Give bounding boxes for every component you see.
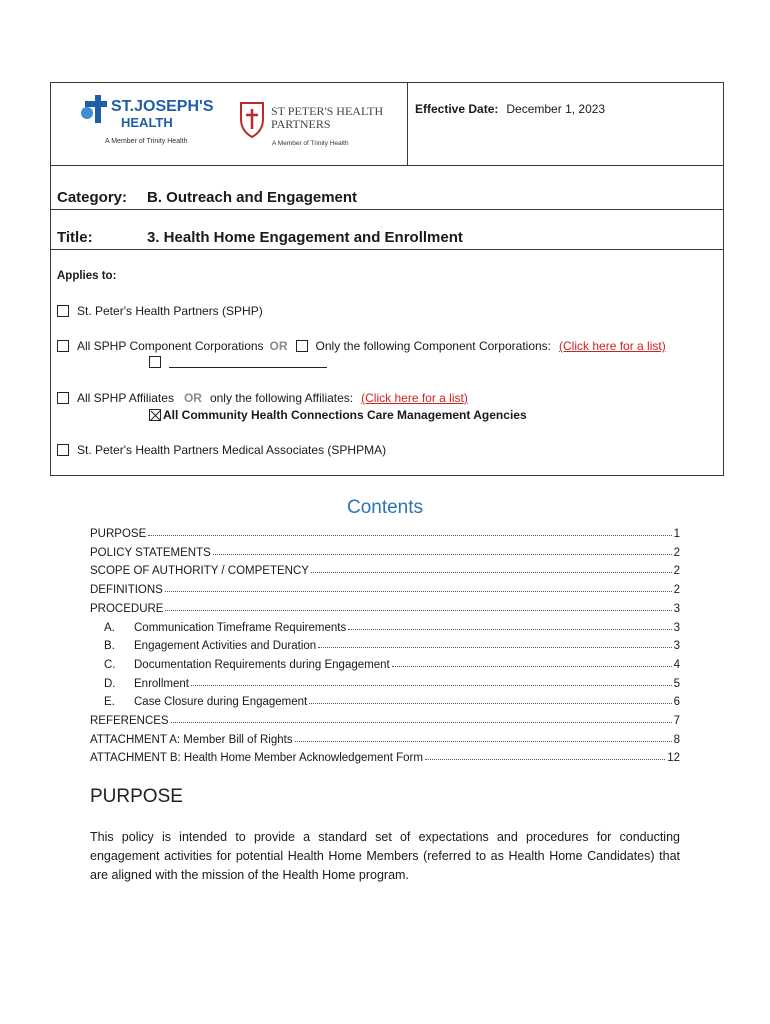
toc-leader <box>309 702 671 704</box>
logo-row-divider <box>407 83 408 165</box>
component-only-label: Only the following Component Corporations: <box>315 339 552 353</box>
toc-num: A. <box>104 621 115 634</box>
toc-leader <box>191 684 672 686</box>
toc-leader <box>148 534 671 536</box>
toc-leader <box>311 571 672 573</box>
toc-page: 5 <box>673 677 680 690</box>
st-peters-health-partners-logo <box>239 101 389 151</box>
effective-date-label: Effective Date: <box>415 102 499 116</box>
toc-page: 7 <box>673 715 680 727</box>
component-all-checkbox[interactable] <box>57 340 69 352</box>
toc-entry[interactable] <box>90 522 680 540</box>
sphpma-checkbox[interactable] <box>57 444 69 456</box>
affiliates-click-list-link[interactable]: (Click here for a list) <box>361 391 468 405</box>
toc-leader <box>318 646 671 648</box>
category-row <box>51 165 723 210</box>
toc-entry[interactable] <box>90 578 680 596</box>
applies-sphp-line <box>57 304 263 318</box>
toc-label: ATTACHMENT B: Health Home Member Acknowledgement Form <box>90 752 423 765</box>
toc-subentry[interactable] <box>104 616 680 634</box>
sjh-logo-line2: HEALTH <box>121 115 173 130</box>
toc-page: 12 <box>667 752 680 765</box>
affiliates-or-label: OR <box>183 391 202 405</box>
sphp-logo-sub: A Member of Trinity Health <box>272 140 349 147</box>
toc-leader <box>348 628 671 630</box>
st-josephs-health-logo <box>75 93 215 149</box>
policy-header-table <box>50 82 724 476</box>
sphpma-label: St. Peter's Health Partners Medical Associates (SPHPMA) <box>77 443 387 457</box>
component-all-label: All SPHP Component Corporations <box>77 339 264 353</box>
toc-subentry[interactable] <box>104 672 680 690</box>
category-value: B. Outreach and Engagement <box>147 189 358 206</box>
toc-num: E. <box>104 696 115 709</box>
sphp-logo-line2: PARTNERS <box>271 117 331 131</box>
toc-leader <box>165 590 672 592</box>
affiliates-all-checkbox[interactable] <box>57 392 69 404</box>
toc-label: Communication Timeframe Requirements <box>134 621 347 634</box>
toc-page: 3 <box>673 621 680 634</box>
affiliates-only-label: only the following Affiliates: <box>209 391 354 405</box>
effective-date <box>415 102 605 116</box>
toc-leader <box>392 665 672 667</box>
toc-entry[interactable] <box>90 709 680 727</box>
component-blank-line <box>149 356 327 368</box>
sphp-label: St. Peter's Health Partners (SPHP) <box>77 304 263 318</box>
component-only-checkbox[interactable] <box>296 340 308 352</box>
logo-row <box>51 83 723 166</box>
toc-label: DEFINITIONS <box>90 584 163 597</box>
applies-sphpma-line <box>57 443 386 457</box>
toc-entry[interactable] <box>90 728 680 746</box>
toc-leader <box>171 721 672 723</box>
effective-date-value: December 1, 2023 <box>506 102 606 116</box>
toc-page: 2 <box>673 546 680 559</box>
toc-subentry[interactable] <box>104 690 680 708</box>
toc-label: Enrollment <box>134 677 189 690</box>
toc-page: 2 <box>673 584 680 597</box>
affiliates-all-label: All SPHP Affiliates <box>77 391 174 405</box>
toc-label: Case Closure during Engagement <box>134 696 308 709</box>
toc-subentry[interactable] <box>104 634 680 652</box>
chc-label: All Community Health Connections Care Management Agencies <box>163 408 527 422</box>
category-label: Category: <box>57 189 128 206</box>
toc-label: PROCEDURE <box>90 602 164 615</box>
toc-entry[interactable] <box>90 597 680 615</box>
toc-entry[interactable] <box>90 559 680 577</box>
title-value: 3. Health Home Engagement and Enrollment <box>147 229 463 246</box>
toc-page: 3 <box>673 640 680 653</box>
sjh-logo-line1: ST.JOSEPH'S <box>111 98 214 115</box>
toc-label: Documentation Requirements during Engagement <box>134 658 390 671</box>
component-or-label: OR <box>269 339 288 353</box>
sphp-checkbox[interactable] <box>57 305 69 317</box>
chc-line <box>149 408 527 422</box>
applies-component-line <box>57 339 666 353</box>
toc-page: 8 <box>673 733 680 746</box>
purpose-body: This policy is intended to provide a standard set of expectations and procedures for conducting engagement activities for potential Health Home Members (referred to as Health Home Candidates) that are aligned with the mission of the Health Home program. <box>90 830 680 882</box>
toc-num: B. <box>104 640 115 653</box>
toc-label: SCOPE OF AUTHORITY / COMPETENCY <box>90 565 309 578</box>
sphp-logo-line1: ST PETER'S HEALTH <box>271 104 384 118</box>
chc-checkbox[interactable] <box>149 409 161 421</box>
component-click-list-link[interactable]: (Click here for a list) <box>559 339 666 353</box>
toc-page: 3 <box>673 602 680 615</box>
toc-entry[interactable] <box>90 746 680 764</box>
toc-num: C. <box>104 658 116 671</box>
sjh-logo-sub: A Member of Trinity Health <box>105 138 188 145</box>
toc-page: 4 <box>673 658 680 671</box>
toc-label: REFERENCES <box>90 715 169 727</box>
toc-entry[interactable] <box>90 541 680 559</box>
title-label: Title: <box>57 229 93 246</box>
toc-label: POLICY STATEMENTS <box>90 546 211 559</box>
contents-heading: Contents <box>346 497 424 518</box>
toc-subentry[interactable] <box>104 653 680 671</box>
toc-page: 1 <box>673 528 680 540</box>
toc-leader <box>165 609 671 611</box>
toc-page: 6 <box>673 696 680 709</box>
toc-leader <box>213 553 672 555</box>
toc-label: PURPOSE <box>90 528 147 540</box>
applies-to-label: Applies to: <box>57 270 117 282</box>
toc-page: 2 <box>673 565 680 578</box>
component-blank-field[interactable] <box>169 357 327 368</box>
toc-label: ATTACHMENT A: Member Bill of Rights <box>90 733 293 746</box>
toc-leader <box>295 740 672 742</box>
title-row <box>51 209 723 250</box>
component-blank-checkbox[interactable] <box>149 356 161 368</box>
toc-leader <box>425 758 665 760</box>
purpose-heading: PURPOSE <box>90 786 183 807</box>
toc-num: D. <box>104 677 116 690</box>
applies-affiliates-line <box>57 391 468 405</box>
toc-label: Engagement Activities and Duration <box>134 640 317 653</box>
